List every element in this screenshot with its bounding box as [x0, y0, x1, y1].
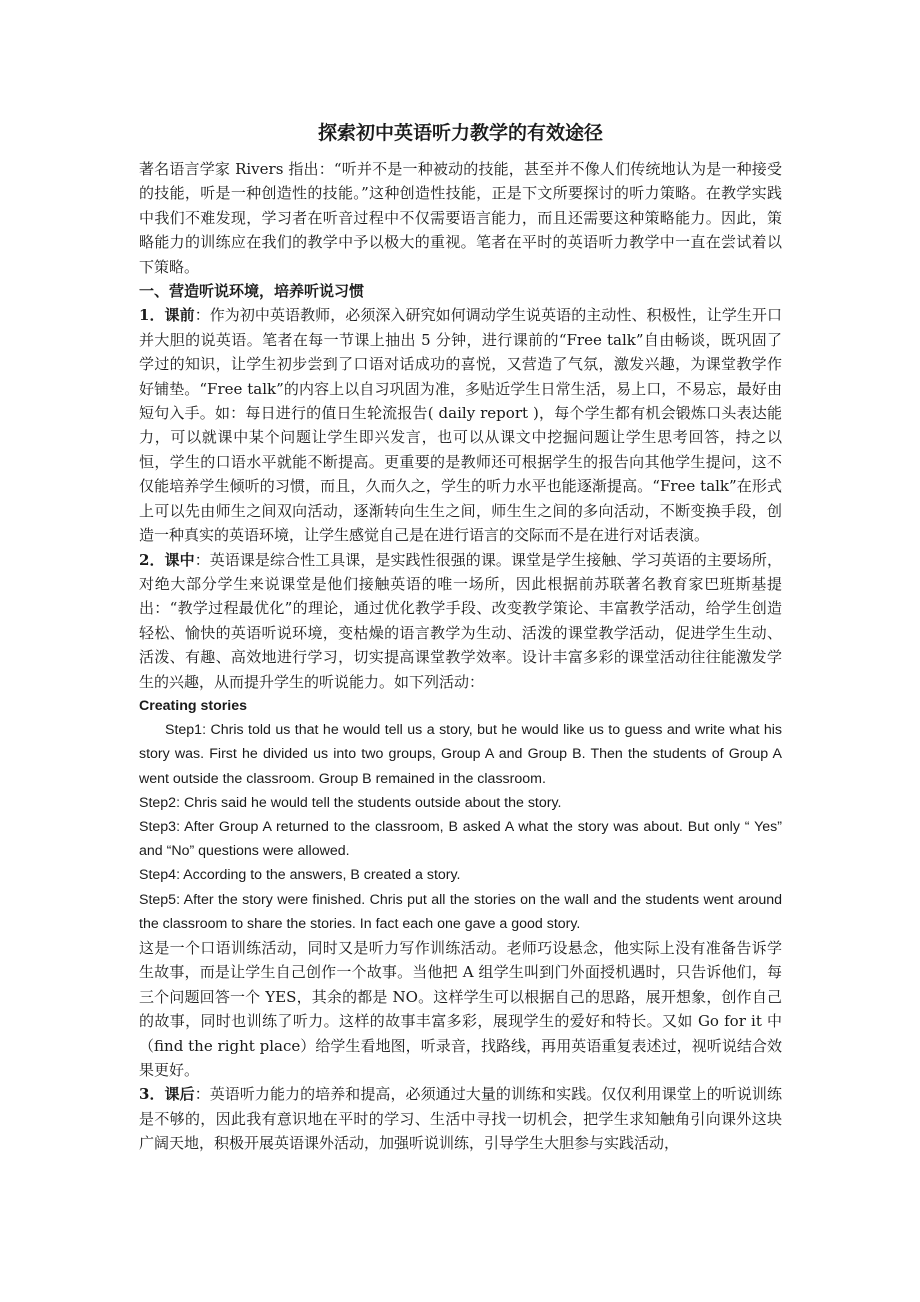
paragraph-before-class — [139, 303, 782, 547]
paragraph-text: ：英语课是综合性工具课，是实践性很强的课。课堂是学生接触、学习英语的主要场所，对绝大部分学生来说课堂是他们接触英语的唯一场所，因此根据前苏联著名教育家巴班斯基提出：“教学过程最优化”的理论，通过优化教学手段、改变教学策论、丰富教学活动，给学生创造轻松、愉快的英语听说环境，变枯燥的语言教学为生动、活泼的课堂教学活动，促进学生生动、活泼、有趣、高效地进行学习，切实提高课堂教学效率。设计丰富多彩的课堂活动往往能激发学生的兴趣，从而提升学生的听说能力。如下列活动： — [139, 550, 782, 691]
activity-step: Step3: After Group A returned to the classroom, B asked A what the story was about. But only “ Yes” and “No” questions were allowed. — [139, 818, 782, 860]
activity-step: Step4: According to the answers, B created a story. — [139, 867, 461, 884]
activity-step: Step1: Chris told us that he would tell us a story, but he would like us to guess and write what his story was. First he divided us into two groups, Group A and Group B. Then the students of Group A went outside the classroom. Group B remained in the classroom. — [139, 722, 782, 787]
activity-heading: Creating stories — [139, 697, 248, 714]
document-page — [139, 120, 782, 1156]
paragraph-text: ：英语听力能力的培养和提高，必须通过大量的训练和实践。仅仅利用课堂上的听说训练是不够的，因此我有意识地在平时的学习、生活中寻找一切机会，把学生求知触角引向课外这块广阔天地，积极开展英语课外活动，加强听说训练，引导学生大胆参与实践活动， — [139, 1085, 782, 1153]
paragraph-after-class — [139, 1082, 782, 1155]
section-heading: 一、营造听说环境，培养听说习惯 — [139, 282, 365, 301]
commentary-paragraph: 这是一个口语训练活动，同时又是听力写作训练活动。老师巧设悬念，他实际上没有准备告诉学生故事，而是让学生自己创作一个故事。当他把 A 组学生叫到门外面授机遇时，只告诉他们，每三个问题回答一个 YES，其余的都是 NO。这样学生可以根据自己的思路，展开想象，创作自己的故事，同时也训练了听力。这样的故事丰富多彩，展现学生的爱好和特长。又如 Go for it 中（find the right place）给学生看地图，听录音，找路线，再用英语重复表述过，视听说结合效果更好。 — [139, 938, 782, 1079]
paragraph-text: ：作为初中英语教师，必须深入研究如何调动学生说英语的主动性、积极性，让学生开口并大胆的说英语。笔者在每一节课上抽出 5 分钟，进行课前的“Free talk”自由畅谈，既巩固了学过的知识，让学生初步尝到了口语对话成功的喜悦，又营造了气氛，激发兴趣，为课堂教学作好铺垫。“Free talk”的内容上以自习巩固为准，多贴近学生日常生活，易上口，不易忘，最好由短句入手。如：每日进行的值日生轮流报告( daily report )，每个学生都有机会锻炼口头表达能力，可以就课中某个问题让学生即兴发言，也可以从课文中挖掘问题让学生思考回答，持之以恒，学生的口语水平就能不断提高。更重要的是教师还可根据学生的报告向其他学生提问，这不仅能培养学生倾听的习惯，而且，久而久之，学生的听力水平也能逐渐提高。“Free talk”在形式上可以先由师生之间双向活动，逐渐转向生生之间，师生生之间的多向活动，不断变换手段，创造一种真实的英语环境，让学生感觉自己是在进行语言的交际而不是在进行对话表演。 — [139, 306, 782, 545]
paragraph-lead: 3．课后 — [139, 1085, 195, 1104]
intro-paragraph: 著名语言学家 Rivers 指出：“听并不是一种被动的技能，甚至并不像人们传统地认为是一种接受的技能，听是一种创造性的技能。”这种创造性技能，正是下文所要探讨的听力策略。在教学实践中我们不难发现，学习者在听音过程中不仅需要语言能力，而且还需要这种策略能力。因此，策略能力的训练应在我们的教学中予以极大的重视。笔者在平时的英语听力教学中一直在尝试着以下策略。 — [139, 160, 782, 276]
activity-step: Step2: Chris said he would tell the students outside about the story. — [139, 794, 562, 811]
paragraph-lead: 1．课前 — [139, 306, 195, 325]
activity-step: Step5: After the story were finished. Chris put all the stories on the wall and the students went around the classroom to share the stories. In fact each one gave a good story. — [139, 891, 782, 932]
paragraph-lead: 2．课中 — [139, 550, 195, 569]
document-title: 探索初中英语听力教学的有效途径 — [317, 122, 603, 144]
paragraph-in-class — [139, 548, 782, 694]
